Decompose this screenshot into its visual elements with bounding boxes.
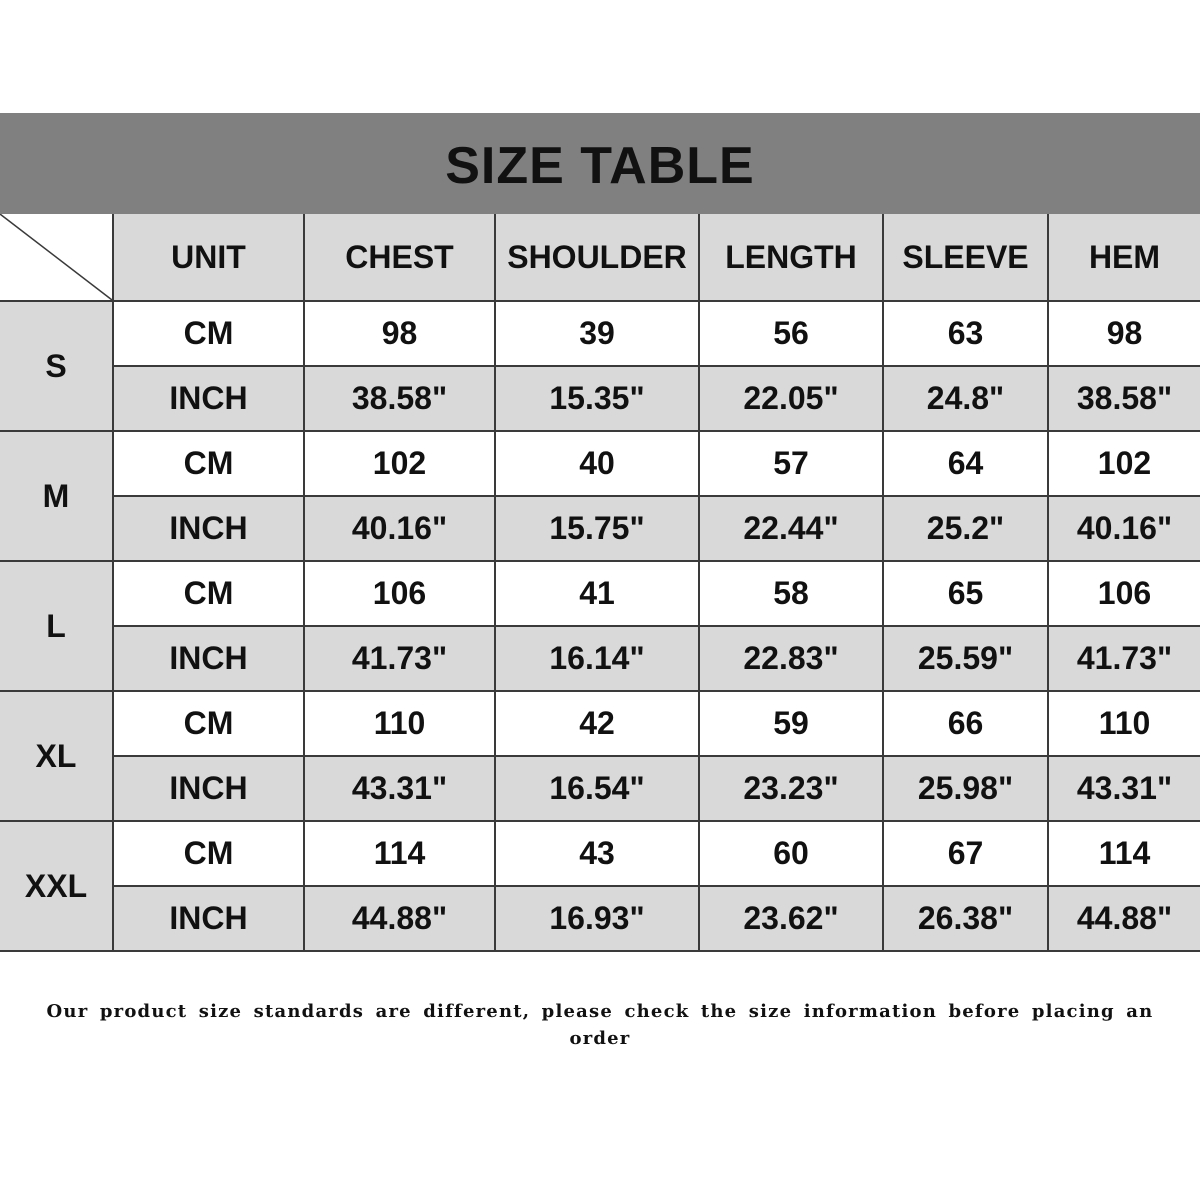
measurement-cell: 25.98" <box>883 756 1048 821</box>
measurement-cell: 102 <box>1048 431 1200 496</box>
measurement-cell: 23.23" <box>699 756 883 821</box>
measurement-cell: 15.75" <box>495 496 699 561</box>
size-label: S <box>0 301 113 431</box>
measurement-cell: 65 <box>883 561 1048 626</box>
measurement-cell: 110 <box>304 691 495 756</box>
measurement-cell: 44.88" <box>304 886 495 951</box>
measurement-cell: 110 <box>1048 691 1200 756</box>
measurement-cell: 40.16" <box>1048 496 1200 561</box>
unit-cell: INCH <box>113 626 304 691</box>
measurement-cell: 59 <box>699 691 883 756</box>
measurement-cell: 16.93" <box>495 886 699 951</box>
table-row <box>0 626 1200 691</box>
measurement-cell: 24.8" <box>883 366 1048 431</box>
unit-cell: CM <box>113 561 304 626</box>
measurement-cell: 25.59" <box>883 626 1048 691</box>
measurement-cell: 98 <box>1048 301 1200 366</box>
measurement-cell: 41.73" <box>1048 626 1200 691</box>
unit-cell: INCH <box>113 496 304 561</box>
measurement-cell: 41 <box>495 561 699 626</box>
measurement-cell: 16.14" <box>495 626 699 691</box>
measurement-cell: 66 <box>883 691 1048 756</box>
size-label: XXL <box>0 821 113 951</box>
measurement-cell: 106 <box>304 561 495 626</box>
header-sleeve <box>883 214 1048 301</box>
size-table <box>0 214 1200 952</box>
unit-cell: INCH <box>113 886 304 951</box>
measurement-cell: 23.62" <box>699 886 883 951</box>
measurement-cell: 102 <box>304 431 495 496</box>
header-label: SLEEVE <box>902 238 1029 275</box>
unit-cell: INCH <box>113 366 304 431</box>
measurement-cell: 41.73" <box>304 626 495 691</box>
header-label: UNIT <box>171 238 246 275</box>
corner-cell <box>0 214 113 301</box>
measurement-cell: 22.44" <box>699 496 883 561</box>
unit-cell: CM <box>113 821 304 886</box>
measurement-cell: 22.83" <box>699 626 883 691</box>
measurement-cell: 106 <box>1048 561 1200 626</box>
page-title: SIZE TABLE <box>445 136 755 195</box>
diagonal-divider-icon <box>0 214 112 300</box>
measurement-cell: 39 <box>495 301 699 366</box>
header-hem <box>1048 214 1200 301</box>
size-label: L <box>0 561 113 691</box>
table-row <box>0 496 1200 561</box>
header-chest <box>304 214 495 301</box>
measurement-cell: 15.35" <box>495 366 699 431</box>
title-bar <box>0 113 1200 214</box>
measurement-cell: 63 <box>883 301 1048 366</box>
measurement-cell: 38.58" <box>304 366 495 431</box>
measurement-cell: 16.54" <box>495 756 699 821</box>
table-row <box>0 366 1200 431</box>
header-unit <box>113 214 304 301</box>
table-row <box>0 886 1200 951</box>
unit-cell: CM <box>113 691 304 756</box>
measurement-cell: 98 <box>304 301 495 366</box>
measurement-cell: 114 <box>304 821 495 886</box>
header-shoulder <box>495 214 699 301</box>
measurement-cell: 44.88" <box>1048 886 1200 951</box>
measurement-cell: 43.31" <box>304 756 495 821</box>
header-length <box>699 214 883 301</box>
unit-cell: CM <box>113 431 304 496</box>
measurement-cell: 64 <box>883 431 1048 496</box>
size-label: XL <box>0 691 113 821</box>
header-label: SHOULDER <box>507 238 687 275</box>
table-row <box>0 691 1200 756</box>
measurement-cell: 58 <box>699 561 883 626</box>
table-row <box>0 301 1200 366</box>
unit-cell: CM <box>113 301 304 366</box>
unit-cell: INCH <box>113 756 304 821</box>
measurement-cell: 43.31" <box>1048 756 1200 821</box>
footnote: Our product size standards are different, please check the size information before placing an order <box>46 1001 1154 1049</box>
table-row <box>0 431 1200 496</box>
measurement-cell: 57 <box>699 431 883 496</box>
measurement-cell: 56 <box>699 301 883 366</box>
size-label: M <box>0 431 113 561</box>
measurement-cell: 67 <box>883 821 1048 886</box>
measurement-cell: 42 <box>495 691 699 756</box>
header-row <box>0 214 1200 301</box>
header-label: CHEST <box>345 238 454 275</box>
measurement-cell: 26.38" <box>883 886 1048 951</box>
measurement-cell: 25.2" <box>883 496 1048 561</box>
measurement-cell: 114 <box>1048 821 1200 886</box>
measurement-cell: 40 <box>495 431 699 496</box>
measurement-cell: 22.05" <box>699 366 883 431</box>
header-label: LENGTH <box>725 238 857 275</box>
measurement-cell: 38.58" <box>1048 366 1200 431</box>
header-label: HEM <box>1088 238 1161 275</box>
measurement-cell: 40.16" <box>304 496 495 561</box>
table-row <box>0 756 1200 821</box>
measurement-cell: 60 <box>699 821 883 886</box>
table-row <box>0 821 1200 886</box>
measurement-cell: 43 <box>495 821 699 886</box>
table-row <box>0 561 1200 626</box>
